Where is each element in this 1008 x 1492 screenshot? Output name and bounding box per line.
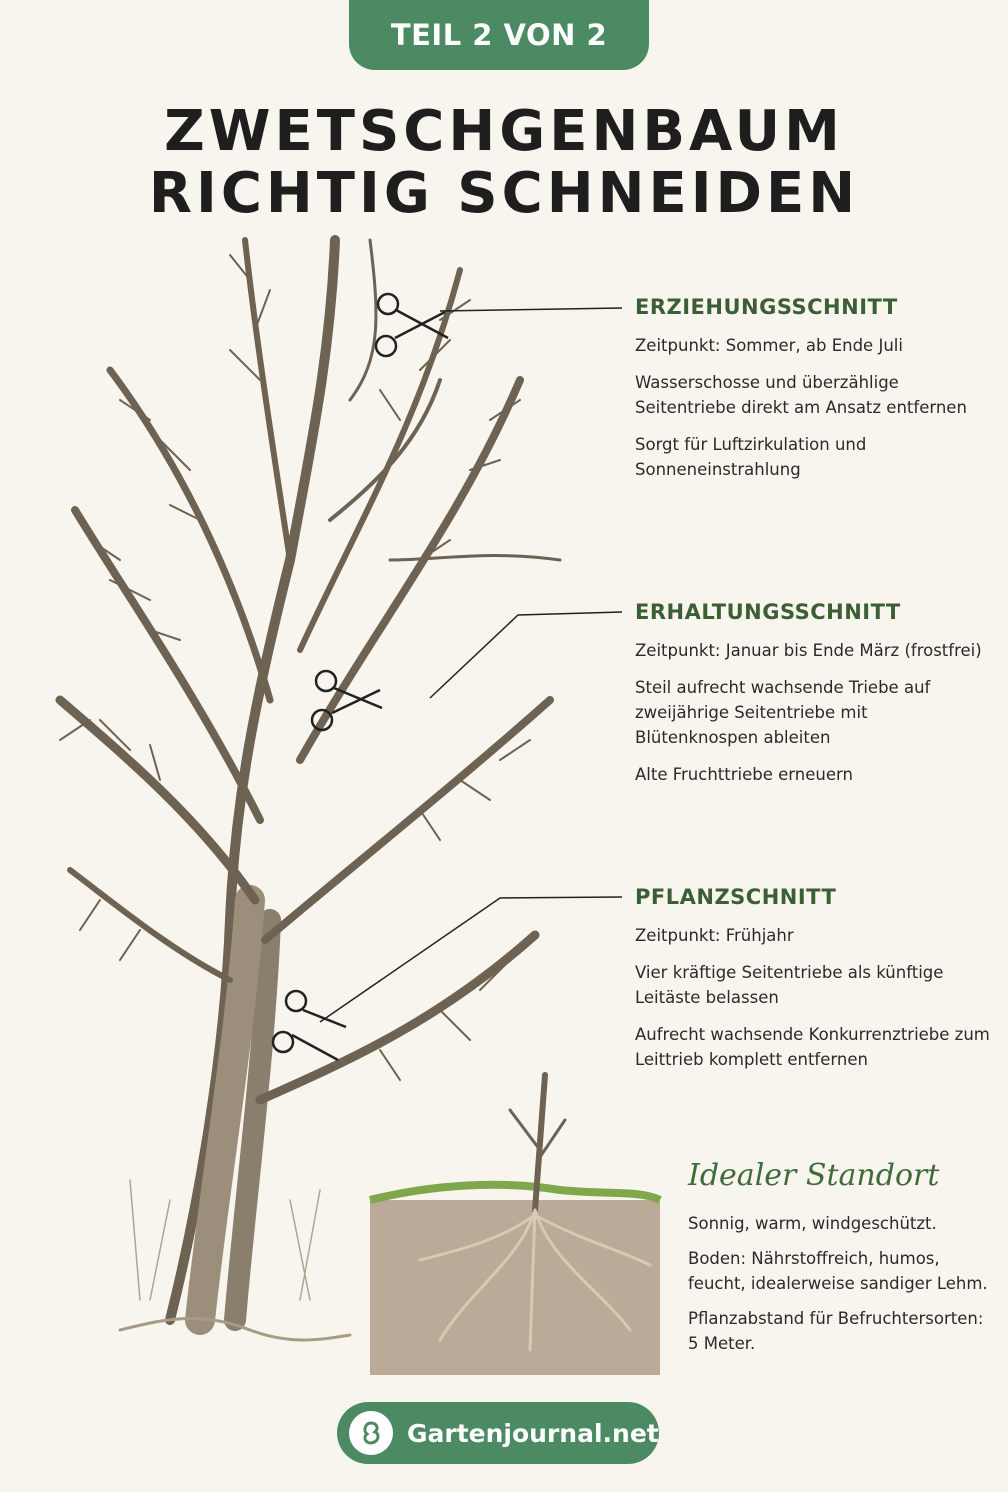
section-text: Zeitpunkt: Sommer, ab Ende Juli xyxy=(635,336,903,355)
garden-logo-icon xyxy=(349,1411,393,1455)
page-title-line2: RICHTIG SCHNEIDEN xyxy=(148,161,860,226)
sapling-illustration xyxy=(370,1075,660,1375)
section-heading: ERHALTUNGSSCHNITT xyxy=(635,600,901,624)
section-text: Aufrecht wachsende Konkurrenztriebe zum Leittrieb komplett entfernen xyxy=(635,1025,990,1069)
section-text: Wasserschosse und überzählige Seitentriebe direkt am Ansatz entfernen xyxy=(635,373,967,417)
section-text: Vier kräftige Seitentriebe als künftige Leitäste belassen xyxy=(635,963,944,1007)
part-badge: TEIL 2 VON 2 xyxy=(349,0,649,70)
section-pflanzschnitt xyxy=(635,885,995,1084)
section-text: Steil aufrecht wachsende Triebe auf zweijährige Seitentriebe mit Blütenknospen ableiten xyxy=(635,678,931,747)
scissors-icon xyxy=(273,991,346,1060)
standort-text: Pflanzabstand für Befruchtersorten: 5 Meter. xyxy=(688,1309,984,1353)
standort-text: Sonnig, warm, windgeschützt. xyxy=(688,1214,937,1233)
standort-heading: Idealer Standort xyxy=(688,1158,940,1193)
section-text: Alte Fruchttriebe erneuern xyxy=(635,765,853,784)
section-text: Sorgt für Luftzirkulation und Sonneneinstrahlung xyxy=(635,435,867,479)
callout-lines xyxy=(320,308,622,1022)
section-text: Zeitpunkt: Frühjahr xyxy=(635,926,794,945)
section-erhaltungsschnitt xyxy=(635,600,995,799)
brand-name: Gartenjournal.net xyxy=(407,1418,659,1448)
section-erziehungsschnitt xyxy=(635,295,995,494)
standort-text: Boden: Nährstoffreich, humos, feucht, idealerweise sandiger Lehm. xyxy=(688,1249,988,1293)
standort-box xyxy=(688,1158,998,1366)
section-heading: PFLANZSCHNITT xyxy=(635,885,837,909)
page-title-line1: ZWETSCHGENBAUM xyxy=(164,99,844,164)
brand-footer[interactable] xyxy=(337,1402,659,1464)
section-text: Zeitpunkt: Januar bis Ende März (frostfrei) xyxy=(635,641,982,660)
tree xyxy=(60,240,560,1340)
section-heading: ERZIEHUNGSSCHNITT xyxy=(635,295,898,319)
